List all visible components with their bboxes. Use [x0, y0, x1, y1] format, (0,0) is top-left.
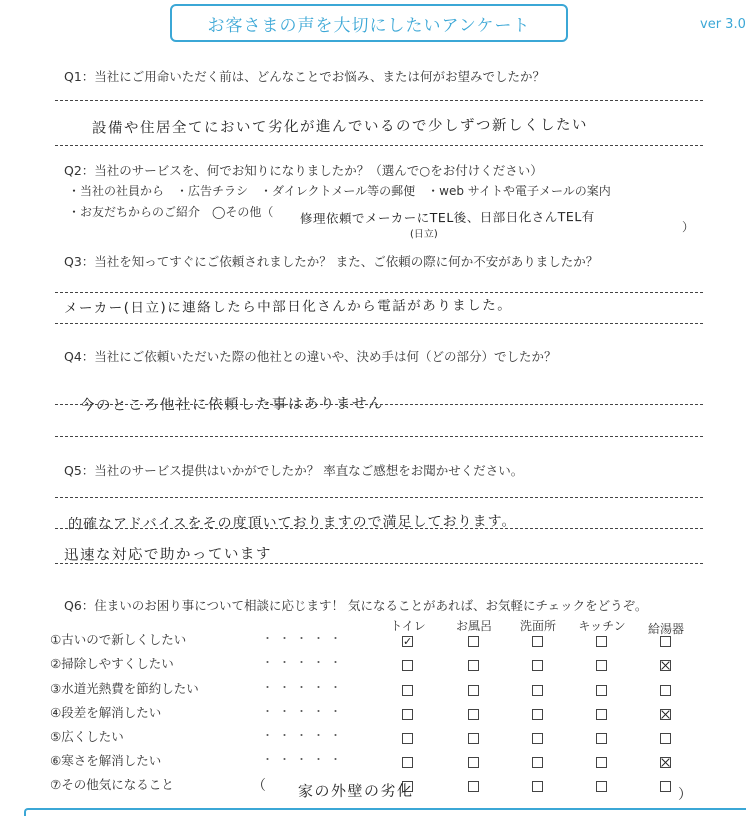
q6-row-label: ④段差を解消したい	[50, 705, 162, 720]
q6-row-label: ⑥寒さを解消したい	[50, 753, 162, 768]
q5-question: Q5：当社のサービス提供はいかがでしたか？ 率直なご感想をお聞かせください。	[64, 463, 524, 478]
checkbox[interactable]	[468, 709, 479, 720]
q2-question: Q2：当社のサービスを、何でお知りになりましたか？（選んで○をお付けください）	[64, 163, 543, 178]
q3-answer[interactable]: メーカー(日立)に連絡したら中部日化さんから電話がありました。	[63, 297, 513, 317]
q3-question: Q3：当社を知ってすぐにご依頼されましたか？ また、ご依頼の際に何か不安がありましたか？	[64, 254, 599, 269]
checkbox[interactable]	[596, 781, 607, 792]
divider	[55, 528, 703, 529]
checkbox[interactable]	[532, 685, 543, 696]
checkbox[interactable]	[596, 709, 607, 720]
checkbox[interactable]	[402, 757, 413, 768]
dot-leader: ・・・・・	[262, 656, 347, 669]
q6-question: Q6：住まいのお困り事について相談に応じます！ 気になることがあれば、お気軽にチェックをどうぞ。	[64, 598, 648, 613]
divider	[55, 323, 703, 324]
checkbox[interactable]: ✓	[403, 635, 413, 648]
q2-options-row1[interactable]: ・当社の社員から ・広告チラシ ・ダイレクトメール等の郵便 ・web サイトや電子メールの案内	[68, 184, 611, 198]
q6-row-label: ⑤広くしたい	[50, 729, 124, 744]
q6-row-label: ③水道光熱費を節約したい	[50, 681, 199, 696]
dot-leader: ・・・・・	[262, 729, 347, 742]
column-header-washroom: 洗面所	[519, 619, 556, 633]
checkbox[interactable]	[532, 636, 543, 647]
q4-question: Q4：当社にご依頼いただいた際の他社との違いや、決め手は何（どの部分）でしたか？	[64, 349, 557, 364]
column-header-bath: お風呂	[455, 619, 492, 633]
q6-row-label: ②掃除しやすくしたい	[50, 656, 174, 671]
column-header-water-heater: 給湯器	[647, 622, 684, 636]
q2-options-row2[interactable]: ・お友だちからのご紹介 ◯その他（	[68, 205, 274, 219]
column-header-kitchen: キッチン	[578, 619, 626, 633]
checkbox[interactable]	[468, 660, 479, 671]
checkbox[interactable]	[596, 733, 607, 744]
q6-other-answer[interactable]: 家の外壁の劣化	[297, 781, 414, 801]
checkbox[interactable]	[596, 685, 607, 696]
q1-question: Q1：当社にご用命いただく前は、どんなことでお悩み、または何がお望みでしたか？	[64, 69, 546, 84]
q1-answer[interactable]: 設備や住居全てにおいて劣化が進んでいるので少しずつ新しくしたい	[91, 117, 589, 137]
checkbox[interactable]	[532, 660, 543, 671]
dot-leader: ・・・・・	[262, 705, 347, 718]
checkbox[interactable]	[468, 685, 479, 696]
checkbox[interactable]	[402, 733, 413, 744]
q2-other-note: (日立)	[409, 228, 438, 241]
checkbox[interactable]	[468, 636, 479, 647]
q6-other-open-paren: （	[252, 778, 266, 794]
checkbox[interactable]	[468, 733, 479, 744]
checkbox[interactable]	[532, 709, 543, 720]
checkbox[interactable]	[660, 709, 671, 720]
q2-close-paren: ）	[682, 220, 695, 234]
checkbox[interactable]	[660, 660, 671, 671]
version-label: ver 3.0	[700, 17, 746, 32]
checkbox[interactable]	[596, 660, 607, 671]
checkbox[interactable]	[468, 781, 479, 792]
divider	[55, 145, 703, 146]
q6-other-close-paren: ）	[678, 787, 692, 803]
checkbox[interactable]	[660, 685, 671, 696]
checkbox[interactable]	[660, 636, 671, 647]
divider	[55, 497, 703, 498]
checkbox[interactable]	[532, 733, 543, 744]
column-header-toilet: トイレ	[390, 619, 426, 633]
checkbox[interactable]	[402, 685, 413, 696]
checkbox[interactable]	[402, 709, 413, 720]
q6-other-label: ⑦その他気になること	[50, 777, 174, 792]
checkbox[interactable]	[468, 757, 479, 768]
divider	[55, 436, 703, 437]
divider	[55, 292, 703, 293]
checkbox[interactable]	[532, 757, 543, 768]
q5-answer-line2[interactable]: 迅速な対応で助かっています	[63, 546, 273, 564]
bottom-border	[24, 808, 746, 816]
divider	[55, 563, 703, 564]
q6-row-label: ①古いので新しくしたい	[50, 632, 187, 647]
checkbox[interactable]	[596, 636, 607, 647]
survey-title: お客さまの声を大切にしたいアンケート	[170, 4, 568, 42]
divider	[55, 404, 703, 405]
checkbox[interactable]	[402, 660, 413, 671]
checkbox[interactable]	[596, 757, 607, 768]
dot-leader: ・・・・・	[262, 681, 347, 694]
divider	[55, 100, 703, 101]
checkbox[interactable]	[660, 781, 671, 792]
checkbox[interactable]	[660, 757, 671, 768]
dot-leader: ・・・・・	[262, 753, 347, 766]
dot-leader: ・・・・・	[262, 632, 347, 645]
checkbox[interactable]	[532, 781, 543, 792]
q4-answer[interactable]: 今のところ他社に依頼した事はありません	[79, 395, 385, 415]
q2-other-answer[interactable]: 修理依頼でメーカーにTEL後、日部日化さんTEL有	[299, 208, 595, 227]
checkbox[interactable]	[660, 733, 671, 744]
q5-answer-line1[interactable]: 的確なアドバイスをその度頂いておりますので満足しております。	[67, 513, 517, 533]
